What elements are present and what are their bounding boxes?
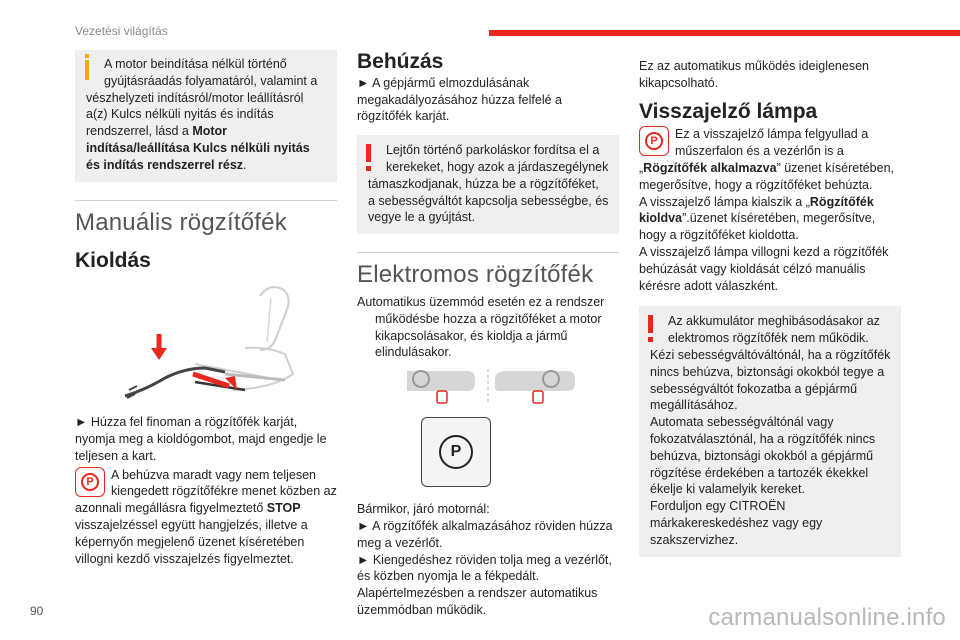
- info-box: [75, 50, 337, 182]
- warning-lamp-text: [75, 467, 337, 568]
- running-header: Vezetési világítás: [75, 24, 168, 38]
- watermark: carmanualsonline.info: [708, 604, 946, 631]
- usage-line-3: ► Kiengedéshez röviden tolja meg a vezérlőt, és közben nyomja le a fékpedált.: [357, 552, 612, 584]
- parking-brake-lamp-icon: P: [639, 126, 669, 156]
- info-icon: [85, 60, 89, 80]
- battery-contact: Forduljon egy CITROËN márkakereskedéshez vagy egy szakszervizhez.: [650, 499, 823, 547]
- slope-warning-box: [357, 135, 619, 234]
- handbrake-illustration: [75, 278, 337, 406]
- parking-brake-warning-icon: P: [75, 467, 105, 497]
- section-title-electric: Elektromos rögzítőfék: [357, 261, 594, 289]
- info-line-2: gyújtásráadás folyamatáról, valamint a: [104, 73, 318, 88]
- release-step: ► Húzza fel finoman a rögzítőfék karját, nyomja meg a kioldógombot, majd engedje le teljesen a kart.: [75, 415, 327, 463]
- column-1: [75, 50, 337, 567]
- column-3: [639, 58, 901, 557]
- usage-line-2: ► A rögzítőfék alkalmazásához röviden húzza meg a vezérlőt.: [357, 518, 613, 550]
- warn-rest: azonnali megállásra figyelmeztető STOP visszajelzéssel együtt hangjelzés, illetve a képernyőn megjelenő üzenet kíséretében villogni kezdő visszajelzés figyelmeztet.: [75, 501, 308, 566]
- section-title-manual: Manuális rögzítőfék: [75, 208, 287, 236]
- apply-step: ► A gépjármű elmozdulásának megakadályozásához húzza felfelé a rögzítőfék karját.: [357, 75, 562, 124]
- battery-automatic: Automata sebességváltónál vagy fokozatválasztónál, ha a rögzítőfék nincs behúzva, biztonsági okokból a gépjármű rögzítése érdekében a tartozék ékekkel ékelje ki valamelyik kereket.: [650, 415, 876, 497]
- apply-title: Behúzás: [357, 50, 444, 73]
- parking-brake-control: [421, 417, 491, 487]
- auto-line-3: kikapcsolásakor, és kioldja a jármű elindulásakor.: [375, 328, 568, 360]
- section-rule: [75, 200, 337, 201]
- battery-line-2: elektromos rögzítőfék nem működik.: [668, 331, 869, 346]
- slope-line-1: Lejtőn történő parkoláskor fordítsa el a: [386, 143, 600, 158]
- lamp-description: [639, 126, 901, 294]
- auto-line-2: működésbe hozza a rögzítőféket a motor: [375, 311, 602, 326]
- warn-line-1: A behúzva maradt vagy nem teljesen: [111, 467, 316, 482]
- auto-disable-note: Ez az automatikus működés ideiglenesen kikapcsolható.: [639, 59, 869, 90]
- usage-line-1: Bármikor, járó motornál:: [357, 502, 490, 517]
- column-2: [357, 50, 619, 619]
- lamp-line-1: Ez a visszajelző lámpa felgyullad a: [675, 127, 869, 142]
- lamp-flashing: A visszajelző lámpa villogni kezd a rögzítőfék behúzását vagy kioldását célzó manuális kérésre adott válaszként.: [639, 244, 889, 293]
- battery-line-1: Az akkumulátor meghibásodásakor az: [668, 314, 880, 329]
- section-rule: [357, 252, 619, 253]
- lamp-line-2: műszerfalon és a vezérlőn is a: [675, 144, 844, 159]
- lamp-released: A visszajelző lámpa kialszik a „Rögzítőfék kioldva”.üzenet kíséretében, megerősítve, hogy a rögzítőféket kioldotta.: [639, 194, 876, 243]
- warn-line-2: kiengedett rögzítőfékre menet közben az: [111, 484, 337, 499]
- warning-icon: [648, 315, 653, 333]
- header-accent-bar: [489, 30, 960, 36]
- warning-icon: [366, 144, 371, 162]
- slope-rest: támaszkodjanak, húzza be a rögzítőféket, a sebességváltót kapcsolja sebességbe, és vegye le a gyújtást.: [368, 176, 609, 225]
- release-title: Kioldás: [75, 249, 151, 273]
- slope-line-2: kerekeket, hogy azok a járdaszegélynek: [386, 159, 609, 174]
- page-number: 90: [30, 604, 44, 618]
- usage-line-4: Alapértelmezésben a rendszer automatikus üzemmódban működik.: [357, 586, 598, 617]
- info-line-1: A motor beindítása nélkül történő: [104, 57, 287, 71]
- dashboard-illustration: [357, 367, 619, 409]
- dashboard-lamps-icon: [357, 367, 619, 409]
- lamp-applied: „Rögzítőfék alkalmazva” üzenet kíséretében, megerősítve, hogy a rögzítőféket behúzta.: [639, 160, 894, 192]
- handbrake-lever-icon: [75, 278, 337, 406]
- info-rest: vészhelyzeti indításról/motor leállításról a(z) Kulcs nélküli nyitás és indítás rendszerrel, lásd a Motor indítása/leállítása Kulcs nélküli nyitás és indítás rendszerrel rész.: [86, 90, 310, 172]
- lamp-title: Visszajelző lámpa: [639, 99, 818, 123]
- battery-manual: Kézi sebességváltóváltónál, ha a rögzítőfék nincs behúzva, biztonsági okokból tegye a sebességváltót fokozatba a gépjármű megállításához.: [650, 347, 891, 413]
- battery-warning-box: [639, 306, 901, 556]
- stop-label: STOP: [266, 501, 301, 516]
- control-button-illustration: [357, 417, 619, 489]
- info-reference: Motor indítása/leállítása Kulcs nélküli nyitás és indítás rendszerrel rész: [86, 124, 310, 172]
- parking-brake-symbol-icon: P: [439, 435, 473, 469]
- auto-line-1: Automatikus üzemmód esetén ez a rendszer: [357, 294, 605, 309]
